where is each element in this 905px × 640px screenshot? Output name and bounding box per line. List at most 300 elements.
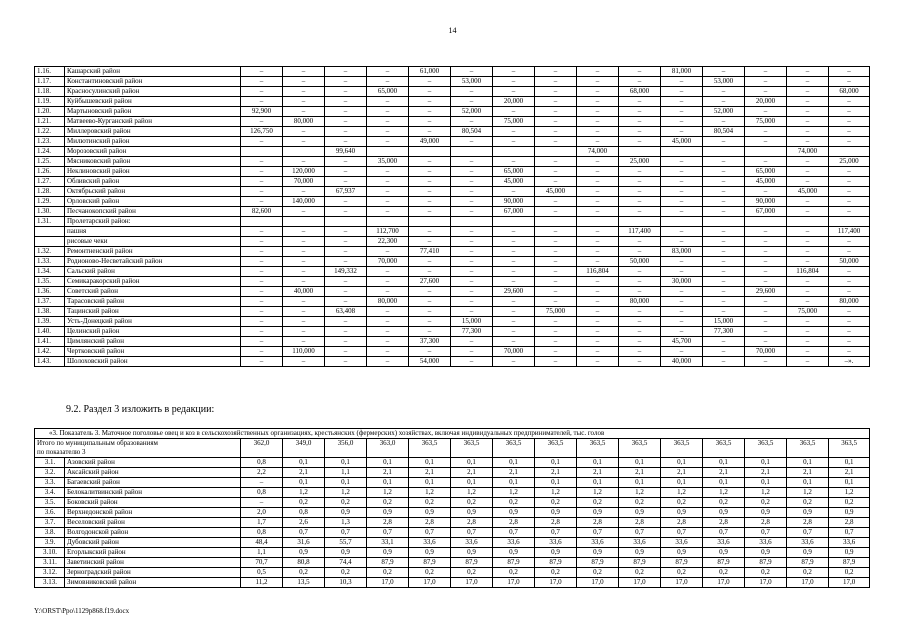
table-row [35, 558, 870, 568]
value-cell: – [409, 97, 451, 107]
value-cell: – [325, 127, 367, 137]
value-cell: – [451, 197, 493, 207]
value-cell: – [787, 297, 829, 307]
value-cell: 0,1 [745, 458, 787, 468]
value-cell: – [493, 237, 535, 247]
value-cell: 0,9 [661, 548, 703, 558]
table-row [35, 117, 870, 127]
value-cell: 0,2 [745, 568, 787, 578]
value-cell: – [787, 207, 829, 217]
value-cell: – [325, 287, 367, 297]
table-row [35, 578, 870, 588]
value-cell: – [577, 137, 619, 147]
value-cell: 0,1 [367, 478, 409, 488]
row-number: 1.16. [35, 67, 65, 77]
value-cell: 116,804 [577, 267, 619, 277]
total-value-cell: 363,0 [367, 439, 409, 458]
row-number: 1.27. [35, 177, 65, 187]
value-cell [703, 147, 745, 157]
value-cell: – [493, 227, 535, 237]
crop-area-table [34, 66, 870, 367]
value-cell: 87,9 [619, 558, 661, 568]
value-cell: – [367, 97, 409, 107]
value-cell: 0,9 [745, 508, 787, 518]
value-cell: – [493, 317, 535, 327]
total-value-cell: 363,5 [787, 439, 829, 458]
value-cell: 68,000 [829, 87, 870, 97]
value-cell: – [661, 237, 703, 247]
value-cell: – [493, 77, 535, 87]
value-cell: – [535, 177, 577, 187]
value-cell: 45,000 [661, 137, 703, 147]
table-row [35, 508, 870, 518]
value-cell: – [661, 327, 703, 337]
value-cell: – [325, 137, 367, 147]
value-cell [787, 217, 829, 227]
value-cell: 0,2 [745, 498, 787, 508]
value-cell: – [451, 177, 493, 187]
value-cell: – [451, 157, 493, 167]
value-cell: 45,000 [535, 187, 577, 197]
row-number: 3.1. [35, 458, 65, 468]
value-cell: – [367, 177, 409, 187]
value-cell: 1,2 [283, 488, 325, 498]
value-cell: 48,4 [241, 538, 283, 548]
district-name: Октябрьский район [65, 187, 241, 197]
value-cell: – [577, 277, 619, 287]
value-cell: – [745, 107, 787, 117]
table-row [35, 277, 870, 287]
value-cell: – [493, 157, 535, 167]
value-cell: 0,8 [283, 508, 325, 518]
value-cell: – [451, 257, 493, 267]
district-name: Целинский район [65, 327, 241, 337]
value-cell: 30,000 [661, 277, 703, 287]
value-cell: – [619, 207, 661, 217]
value-cell: 0,2 [451, 498, 493, 508]
table-row [35, 87, 870, 97]
value-cell: – [829, 107, 870, 117]
value-cell: – [451, 137, 493, 147]
value-cell: 87,9 [535, 558, 577, 568]
value-cell: – [577, 257, 619, 267]
value-cell: – [619, 347, 661, 357]
table-row [35, 307, 870, 317]
value-cell: – [283, 87, 325, 97]
value-cell: 65,000 [367, 87, 409, 97]
value-cell: 2,1 [787, 468, 829, 478]
value-cell: 0,2 [787, 498, 829, 508]
value-cell: – [703, 177, 745, 187]
value-cell: 75,000 [745, 117, 787, 127]
value-cell: – [409, 87, 451, 97]
table-row [35, 177, 870, 187]
value-cell: – [409, 347, 451, 357]
table-caption-row [35, 429, 870, 439]
value-cell: – [283, 127, 325, 137]
value-cell: 17,0 [577, 578, 619, 588]
value-cell: – [703, 67, 745, 77]
value-cell: – [325, 97, 367, 107]
value-cell: – [241, 197, 283, 207]
value-cell: – [451, 167, 493, 177]
value-cell: 17,0 [493, 578, 535, 588]
value-cell: – [493, 127, 535, 137]
row-number: 3.6. [35, 508, 65, 518]
value-cell: – [283, 207, 325, 217]
value-cell: – [787, 107, 829, 117]
value-cell [367, 147, 409, 157]
sheep-goats-table-body [35, 429, 870, 588]
value-cell: – [493, 67, 535, 77]
value-cell: – [283, 317, 325, 327]
value-cell: 0,1 [577, 478, 619, 488]
total-value-cell: 363,5 [661, 439, 703, 458]
district-name: Сальский район [65, 267, 241, 277]
value-cell: 2,8 [829, 518, 870, 528]
district-name: Тацинский район [65, 307, 241, 317]
table-row [35, 488, 870, 498]
value-cell [493, 147, 535, 157]
table-row [35, 518, 870, 528]
district-name: Зерноградский район [65, 568, 241, 578]
value-cell: – [241, 297, 283, 307]
value-cell: 2,1 [829, 468, 870, 478]
value-cell: – [745, 127, 787, 137]
value-cell: 53,000 [703, 77, 745, 87]
value-cell: – [787, 137, 829, 147]
table-row [35, 347, 870, 357]
value-cell: 0,9 [577, 548, 619, 558]
value-cell: – [829, 337, 870, 347]
value-cell: 0,2 [493, 498, 535, 508]
value-cell: – [409, 197, 451, 207]
total-value-cell: 363,5 [409, 439, 451, 458]
value-cell: 17,0 [619, 578, 661, 588]
value-cell: – [325, 277, 367, 287]
value-cell: – [283, 267, 325, 277]
value-cell: 1,2 [829, 488, 870, 498]
district-name: Азовский район [65, 458, 241, 468]
page-number: 14 [448, 26, 457, 35]
value-cell: 87,9 [829, 558, 870, 568]
value-cell: 0,1 [367, 458, 409, 468]
value-cell: 0,1 [535, 458, 577, 468]
value-cell: – [703, 277, 745, 287]
value-cell: 0,2 [451, 568, 493, 578]
value-cell: – [661, 77, 703, 87]
value-cell: 140,000 [283, 197, 325, 207]
value-cell: – [241, 337, 283, 347]
value-cell: – [451, 297, 493, 307]
value-cell: – [661, 167, 703, 177]
district-name: Матвеево-Курганский район [65, 117, 241, 127]
row-number: 3.9. [35, 538, 65, 548]
value-cell: – [451, 187, 493, 197]
value-cell: 27,600 [409, 277, 451, 287]
district-name: Цимлянский район [65, 337, 241, 347]
value-cell: – [283, 297, 325, 307]
value-cell: – [787, 337, 829, 347]
value-cell: 0,9 [577, 508, 619, 518]
value-cell: 0,8 [241, 458, 283, 468]
district-name: Веселовский район [65, 518, 241, 528]
value-cell: – [703, 87, 745, 97]
value-cell: 54,000 [409, 357, 451, 367]
value-cell: – [535, 197, 577, 207]
row-number [35, 227, 65, 237]
value-cell: 70,000 [367, 257, 409, 267]
value-cell: – [829, 197, 870, 207]
value-cell: 0,9 [535, 548, 577, 558]
row-number: 1.37. [35, 297, 65, 307]
table-row [35, 468, 870, 478]
sheep-goats-table [34, 428, 870, 588]
value-cell: – [829, 267, 870, 277]
value-cell: 33,6 [493, 538, 535, 548]
value-cell: – [619, 137, 661, 147]
value-cell: 81,000 [661, 67, 703, 77]
value-cell: – [703, 267, 745, 277]
value-cell: – [619, 187, 661, 197]
value-cell: – [241, 307, 283, 317]
district-name: Кашарский район [65, 67, 241, 77]
value-cell: – [535, 277, 577, 287]
value-cell: 99,640 [325, 147, 367, 157]
value-cell: 87,9 [493, 558, 535, 568]
value-cell: – [829, 167, 870, 177]
value-cell: 74,000 [577, 147, 619, 157]
value-cell: – [283, 247, 325, 257]
value-cell: 1,2 [493, 488, 535, 498]
value-cell: – [577, 247, 619, 257]
row-number: 1.31. [35, 217, 65, 227]
value-cell [241, 147, 283, 157]
table-row [35, 458, 870, 468]
row-number: 1.25. [35, 157, 65, 167]
value-cell: 22,300 [367, 237, 409, 247]
row-number: 1.22. [35, 127, 65, 137]
value-cell: 52,000 [703, 107, 745, 117]
value-cell: – [283, 97, 325, 107]
value-cell: 1,2 [703, 488, 745, 498]
value-cell: 0,8 [241, 528, 283, 538]
value-cell: – [283, 227, 325, 237]
value-cell: 15,000 [451, 317, 493, 327]
table-row [35, 67, 870, 77]
value-cell: – [577, 327, 619, 337]
value-cell: – [367, 327, 409, 337]
row-number: 1.38. [35, 307, 65, 317]
value-cell: 117,400 [829, 227, 870, 237]
value-cell: – [367, 347, 409, 357]
value-cell: – [325, 297, 367, 307]
value-cell: – [325, 257, 367, 267]
value-cell: – [451, 247, 493, 257]
value-cell: – [409, 237, 451, 247]
value-cell: – [661, 197, 703, 207]
value-cell: 33,6 [577, 538, 619, 548]
value-cell: 65,000 [493, 167, 535, 177]
value-cell: – [535, 337, 577, 347]
value-cell: – [787, 177, 829, 187]
value-cell: – [745, 357, 787, 367]
table-row [35, 538, 870, 548]
value-cell: – [451, 267, 493, 277]
value-cell: – [367, 247, 409, 257]
value-cell: 75,000 [493, 117, 535, 127]
value-cell: – [367, 317, 409, 327]
value-cell: – [787, 127, 829, 137]
value-cell: 77,300 [703, 327, 745, 337]
district-name: Куйбышевский район [65, 97, 241, 107]
value-cell: – [241, 177, 283, 187]
value-cell: – [451, 67, 493, 77]
value-cell: 17,0 [661, 578, 703, 588]
value-cell: 0,1 [619, 458, 661, 468]
total-value-cell: 363,5 [577, 439, 619, 458]
value-cell: 2,1 [409, 468, 451, 478]
value-cell: 0,1 [283, 458, 325, 468]
value-cell: 92,900 [241, 107, 283, 117]
value-cell: – [577, 107, 619, 117]
value-cell: – [745, 297, 787, 307]
value-cell: 0,9 [829, 548, 870, 558]
total-value-cell: 363,5 [829, 439, 870, 458]
value-cell: 0,2 [619, 568, 661, 578]
value-cell: 0,7 [745, 528, 787, 538]
value-cell: 0,7 [829, 528, 870, 538]
value-cell: – [577, 187, 619, 197]
value-cell: – [829, 347, 870, 357]
value-cell: – [493, 327, 535, 337]
value-cell: – [745, 327, 787, 337]
total-value-cell: 363,5 [703, 439, 745, 458]
value-cell: 0,9 [283, 548, 325, 558]
value-cell: – [493, 137, 535, 147]
value-cell: – [535, 117, 577, 127]
row-number: 1.17. [35, 77, 65, 87]
value-cell: 0,7 [367, 528, 409, 538]
value-cell: – [703, 257, 745, 267]
value-cell: 2,1 [619, 468, 661, 478]
value-cell: – [577, 237, 619, 247]
value-cell: – [325, 237, 367, 247]
value-cell: – [661, 317, 703, 327]
value-cell: 67,937 [325, 187, 367, 197]
value-cell: 70,000 [493, 347, 535, 357]
value-cell: – [829, 67, 870, 77]
value-cell: 0,2 [493, 568, 535, 578]
value-cell: – [325, 157, 367, 167]
value-cell: – [661, 267, 703, 277]
table-row [35, 147, 870, 157]
value-cell: – [745, 137, 787, 147]
value-cell: – [409, 257, 451, 267]
value-cell: – [577, 127, 619, 137]
value-cell: 0,9 [493, 548, 535, 558]
district-name: Обливский район [65, 177, 241, 187]
table-row [35, 107, 870, 117]
value-cell: 80,000 [367, 297, 409, 307]
value-cell: – [409, 287, 451, 297]
table-row [35, 157, 870, 167]
value-cell: – [745, 77, 787, 87]
value-cell: – [829, 127, 870, 137]
value-cell: – [661, 207, 703, 217]
value-cell: – [367, 127, 409, 137]
value-cell: 50,000 [619, 257, 661, 267]
value-cell: – [451, 357, 493, 367]
value-cell: 1,2 [619, 488, 661, 498]
row-number: 1.23. [35, 137, 65, 147]
value-cell: – [619, 307, 661, 317]
value-cell: – [241, 247, 283, 257]
value-cell: – [241, 167, 283, 177]
value-cell: – [325, 247, 367, 257]
value-cell: 2,8 [661, 518, 703, 528]
value-cell: 40,000 [283, 287, 325, 297]
value-cell: – [535, 237, 577, 247]
value-cell: – [241, 317, 283, 327]
total-value-cell: 363,5 [535, 439, 577, 458]
value-cell: – [577, 197, 619, 207]
value-cell: – [283, 157, 325, 167]
section-heading: 9.2. Раздел 3 изложить в редакции: [66, 404, 215, 415]
value-cell: – [787, 327, 829, 337]
value-cell: 0,1 [661, 458, 703, 468]
value-cell: – [451, 97, 493, 107]
value-cell: – [493, 337, 535, 347]
value-cell: 82,600 [241, 207, 283, 217]
value-cell: – [619, 277, 661, 287]
value-cell: – [283, 327, 325, 337]
value-cell: 0,1 [283, 478, 325, 488]
value-cell: 33,6 [661, 538, 703, 548]
value-cell: – [619, 237, 661, 247]
value-cell: 1,2 [661, 488, 703, 498]
value-cell: 0,7 [577, 528, 619, 538]
value-cell: 77,300 [451, 327, 493, 337]
row-number: 3.7. [35, 518, 65, 528]
table-caption: «3. Показатель 3. Маточное поголовье овец и коз в сельскохозяйственных организациях, крестьянских (фермерских) хозяйствах, включая индивидуальных предпринимателей, тыс. голов [35, 429, 870, 439]
value-cell: – [535, 107, 577, 117]
value-cell: – [703, 187, 745, 197]
value-cell: – [619, 247, 661, 257]
value-cell: – [367, 197, 409, 207]
value-cell: 17,0 [829, 578, 870, 588]
value-cell: – [703, 197, 745, 207]
value-cell: 0,5 [241, 568, 283, 578]
value-cell: – [787, 77, 829, 87]
value-cell: – [829, 247, 870, 257]
value-cell: – [829, 77, 870, 87]
value-cell: 0,1 [787, 458, 829, 468]
value-cell: – [535, 287, 577, 297]
district-name: Советский район [65, 287, 241, 297]
district-name: Шолоховский район [65, 357, 241, 367]
value-cell: 1,2 [409, 488, 451, 498]
value-cell: 0,2 [661, 498, 703, 508]
value-cell: – [535, 327, 577, 337]
value-cell: 0,9 [703, 548, 745, 558]
value-cell: – [787, 317, 829, 327]
table-row [35, 548, 870, 558]
value-cell: 0,7 [535, 528, 577, 538]
value-cell: 87,9 [409, 558, 451, 568]
value-cell: 2,8 [745, 518, 787, 528]
value-cell: 116,804 [787, 267, 829, 277]
